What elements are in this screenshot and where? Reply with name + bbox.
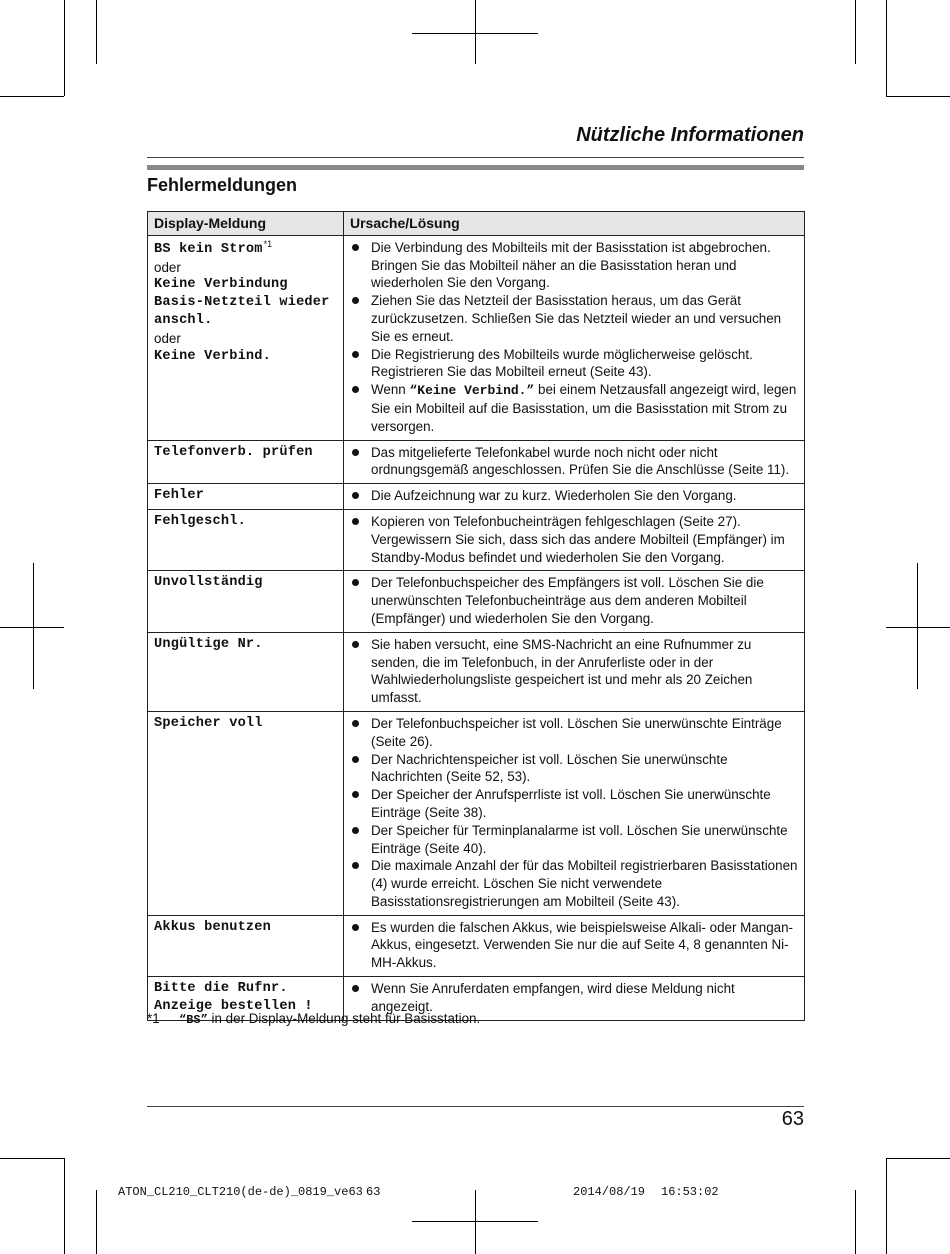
display-message-cell: [148, 484, 344, 510]
solution-list: [350, 919, 798, 972]
cause-solution-cell: [344, 711, 805, 915]
display-message: Speicher voll: [154, 715, 263, 731]
solution-item: Kopieren von Telefonbucheinträgen fehlgeschlagen (Seite 27). Vergewissern Sie sich, dass sich das andere Mobilteil (Empfänger) im Standby-Modus befindet und wiederholen Sie den Vorgang.: [350, 513, 798, 566]
cause-solution-cell: [344, 915, 805, 976]
display-message-cell: [148, 440, 344, 484]
cause-solution-cell: [344, 571, 805, 632]
or-connector: oder: [154, 330, 181, 346]
solution-list: [350, 239, 798, 436]
print-slug-date: 2014/08/19: [573, 1185, 646, 1199]
solution-item: Sie haben versucht, eine SMS-Nachricht an eine Rufnummer zu senden, die im Telefonbuch, in der Anruferliste oder in der Wahlwiederholungsliste gespeichert ist und mehr als 20 Zeichen umfasst.: [350, 636, 798, 707]
solution-item: Die Verbindung des Mobilteils mit der Basisstation ist abgebrochen. Bringen Sie das Mobilteil näher an die Basisstation heran und wiederholen Sie den Vorgang.: [350, 239, 798, 292]
cause-solution-cell: [344, 632, 805, 711]
footnote-code: “BS”: [179, 1013, 208, 1027]
print-slug-page: 63: [366, 1185, 381, 1199]
display-message-cell: [148, 632, 344, 711]
table-row: [148, 571, 805, 632]
solution-list: [350, 574, 798, 627]
solution-list: [350, 636, 798, 707]
solution-item: Es wurden die falschen Akkus, wie beispielsweise Alkali- oder Mangan-Akkus, eingesetzt. Verwenden Sie nur die auf Seite 4, 8 genannten Ni-MH-Akkus.: [350, 919, 798, 972]
display-message-cell: [148, 915, 344, 976]
display-message: Ungültige Nr.: [154, 636, 263, 652]
display-message: Bitte die Rufnr.: [154, 981, 288, 997]
print-slug-time: 16:53:02: [661, 1185, 719, 1199]
footer-rule: [147, 1106, 804, 1107]
display-message: Keine Verbind.: [154, 348, 272, 364]
display-message-cell: [148, 571, 344, 632]
table-header-row: [148, 212, 805, 236]
table-row: [148, 509, 805, 570]
inline-display-code: “Keine Verbind.”: [409, 383, 535, 399]
table-row: [148, 632, 805, 711]
page-header-title: Nützliche Informationen: [576, 124, 804, 146]
display-message: Akkus benutzen: [154, 919, 272, 935]
solution-item: Der Speicher für Terminplanalarme ist voll. Löschen Sie unerwünschte Einträge (Seite 40).: [350, 822, 798, 858]
solution-list: [350, 715, 798, 911]
footnote-mark: *1: [147, 1011, 160, 1026]
display-message: Unvollständig: [154, 575, 263, 591]
solution-item: Das mitgelieferte Telefonkabel wurde noch nicht oder nicht ordnungsgemäß angeschlossen. Prüfen Sie die Anschlüsse (Seite 11).: [350, 444, 798, 480]
solution-item: Der Speicher der Anrufsperrliste ist voll. Löschen Sie unerwünschte Einträge (Seite 38).: [350, 786, 798, 822]
solution-item: Der Telefonbuchspeicher ist voll. Löschen Sie unerwünschte Einträge (Seite 26).: [350, 715, 798, 751]
error-message-table: [147, 211, 805, 1021]
solution-list: [350, 487, 798, 505]
display-message-cell: [148, 235, 344, 440]
solution-item: Wenn Sie Anruferdaten empfangen, wird diese Meldung nicht angezeigt.: [350, 980, 798, 1016]
solution-list: [350, 444, 798, 480]
print-slug-file: ATON_CL210_CLT210(de-de)_0819_ve63: [118, 1185, 363, 1199]
solution-item: Ziehen Sie das Netzteil der Basisstation heraus, um das Gerät zurückzusetzen. Schließen Sie das Netzteil wieder an und versuchen Sie es erneut.: [350, 292, 798, 345]
solution-item: Die maximale Anzahl der für das Mobilteil registrierbaren Basisstationen (4) wurde erreicht. Löschen Sie nicht verwendete Basisstationsregistrierungen am Mobilteil (Seite 43).: [350, 857, 798, 910]
display-message: Keine Verbindung: [154, 277, 288, 293]
display-message: Fehler: [154, 488, 205, 504]
display-message: Anzeige bestellen !: [154, 998, 313, 1014]
footnote: [147, 1011, 480, 1027]
display-message-cell: [148, 711, 344, 915]
solution-item: Wenn “Keine Verbind.” bei einem Netzausfall angezeigt wird, legen Sie ein Mobilteil auf die Basisstation, um die Basisstation mit Strom zu versorgen.: [350, 381, 798, 435]
table-row: [148, 484, 805, 510]
footnote-marker: *1: [263, 238, 273, 249]
display-message-cell: [148, 509, 344, 570]
column-header-cause: Ursache/Lösung: [344, 212, 805, 236]
cause-solution-cell: [344, 440, 805, 484]
display-message: Fehlgeschl.: [154, 513, 246, 529]
cause-solution-cell: [344, 509, 805, 570]
or-connector: oder: [154, 259, 181, 275]
table-row: [148, 711, 805, 915]
table-row: [148, 440, 805, 484]
table-row: [148, 235, 805, 440]
page-number: 63: [781, 1108, 804, 1130]
display-message: Basis-Netzteil wieder anschl.: [154, 295, 330, 328]
display-message: Telefonverb. prüfen: [154, 444, 313, 460]
header-rule: [147, 157, 804, 158]
solution-item: Die Registrierung des Mobilteils wurde möglicherweise gelöscht. Registrieren Sie das Mobilteil erneut (Seite 43).: [350, 346, 798, 382]
solution-item: Der Nachrichtenspeicher ist voll. Löschen Sie unerwünschte Nachrichten (Seite 52, 53).: [350, 751, 798, 787]
cause-solution-cell: [344, 235, 805, 440]
solution-item: Der Telefonbuchspeicher des Empfängers ist voll. Löschen Sie die unerwünschten Telefonbucheinträge aus dem anderen Mobilteil (Empfänger) und wiederholen Sie den Vorgang.: [350, 574, 798, 627]
footnote-text: in der Display-Meldung steht für Basisstation.: [207, 1011, 481, 1026]
column-header-display: Display-Meldung: [148, 212, 344, 236]
solution-list: [350, 513, 798, 566]
table-row: [148, 915, 805, 976]
display-message: BS kein Strom: [154, 241, 263, 257]
section-title: Fehlermeldungen: [147, 175, 298, 195]
cause-solution-cell: [344, 484, 805, 510]
header-bar: [147, 165, 804, 170]
solution-item: Die Aufzeichnung war zu kurz. Wiederholen Sie den Vorgang.: [350, 487, 798, 505]
